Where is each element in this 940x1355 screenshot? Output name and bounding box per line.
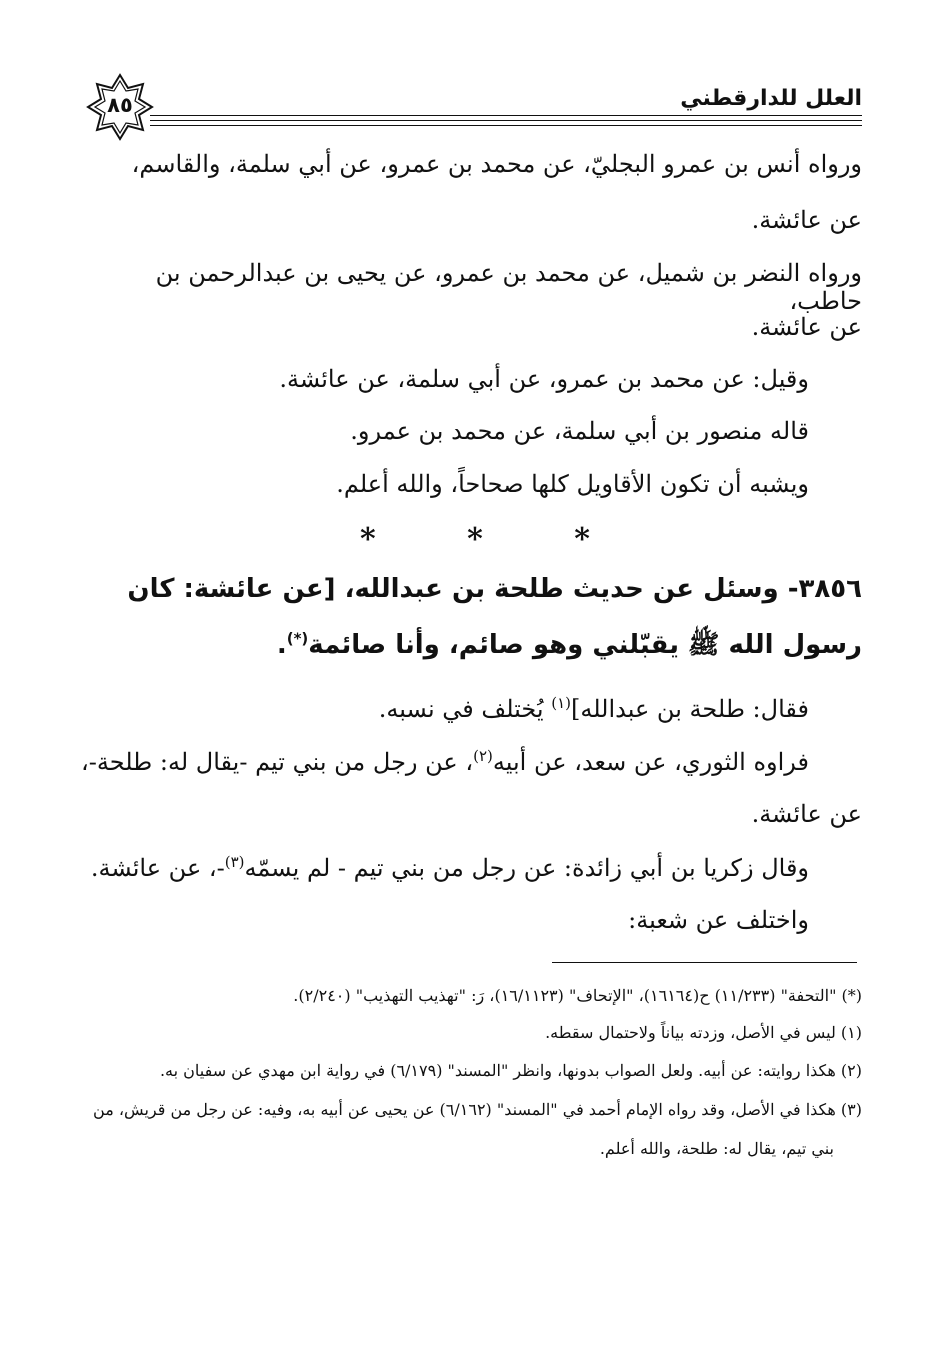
separator-star: * bbox=[360, 522, 376, 557]
entry-heading bbox=[88, 628, 862, 666]
footnote-ref: (١) bbox=[551, 694, 571, 712]
paragraph-line: عن عائشة. bbox=[751, 800, 862, 828]
text-run: فراوه الثوري، عن سعد، عن أبيه bbox=[492, 748, 809, 776]
separator-star: * bbox=[467, 522, 483, 557]
paragraph-line bbox=[81, 747, 809, 776]
entry-heading: ٣٨٥٦- وسئل عن حديث طلحة بن عبدالله، [عن عائشة: كان bbox=[127, 574, 862, 604]
text-run: فقال: طلحة بن عبدالله] bbox=[570, 695, 809, 723]
text-run: ، عن رجل من بني تيم -يقال له: طلحة-، bbox=[80, 748, 474, 776]
header-rule bbox=[150, 125, 862, 126]
section-separator bbox=[360, 522, 590, 557]
entry-text: . bbox=[276, 630, 287, 660]
paragraph-line: وقيل: عن محمد بن عمرو، عن أبي سلمة، عن عائشة. bbox=[279, 365, 809, 393]
footnote: (٢) هكذا روايته: عن أبيه. ولعل الصواب بدونها، وانظر "المسند" (٦/١٧٩) في رواية ابن مهدي عن سفيان به. bbox=[159, 1061, 862, 1080]
paragraph-line: واختلف عن شعبة: bbox=[628, 906, 809, 934]
footnote: (١) ليس في الأصل، وزدته بياناً ولاحتمال سقطه. bbox=[545, 1023, 862, 1042]
page-number: ٨٥ bbox=[107, 93, 133, 117]
separator-star: * bbox=[574, 522, 590, 557]
paragraph-line: ورواه أنس بن عمرو البجليّ، عن محمد بن عمرو، عن أبي سلمة، والقاسم، bbox=[131, 150, 862, 178]
paragraph-line: ورواه النضر بن شميل، عن محمد بن عمرو، عن يحيى بن عبدالرحمن بن حاطب، bbox=[155, 259, 862, 315]
header-rule bbox=[150, 120, 862, 121]
paragraph-line: قاله منصور بن أبي سلمة، عن محمد بن عمرو. bbox=[350, 417, 809, 445]
entry-text: رسول الله ﷺ يقبّلني وهو صائم، وأنا صائمة bbox=[308, 630, 862, 660]
text-run: -، عن عائشة. bbox=[90, 854, 225, 882]
header-rule bbox=[150, 115, 862, 116]
footnote: بني تيم، يقال له: طلحة، والله أعلم. bbox=[599, 1139, 834, 1158]
page-number-badge bbox=[86, 73, 154, 141]
footnote-ref: (٣) bbox=[224, 853, 245, 871]
footnote-separator bbox=[552, 962, 857, 963]
text-run: وقال زكريا بن أبي زائدة: عن رجل من بني تيم - لم يسمّه bbox=[244, 854, 809, 882]
footnote-ref: (*) bbox=[286, 629, 309, 648]
paragraph-line bbox=[379, 694, 809, 723]
footnote: (*) "التحفة" (١١/٢٣٣) ح(١٦١٦٤)، "الإتحاف" (١٦/١١٢٣)، رَ: "تهذيب التهذيب" (٢/٢٤٠). bbox=[293, 986, 862, 1005]
paragraph-line: عن عائشة. bbox=[751, 206, 862, 234]
paragraph-line bbox=[91, 853, 809, 882]
text-run: يُختلف في نسبه. bbox=[378, 695, 552, 723]
running-title: العلل للدارقطني bbox=[680, 86, 862, 111]
footnote-ref: (٢) bbox=[473, 747, 493, 765]
paragraph-line: ويشبه أن تكون الأقاويل كلها صحاحاً، والله أعلم. bbox=[336, 470, 809, 498]
footnote: (٣) هكذا في الأصل، وقد رواه الإمام أحمد في "المسند" (٦/١٦٢) عن يحيى عن أبيه به، وفيه: عن رجل من قريش، من bbox=[93, 1100, 862, 1119]
paragraph-line: عن عائشة. bbox=[751, 313, 862, 341]
